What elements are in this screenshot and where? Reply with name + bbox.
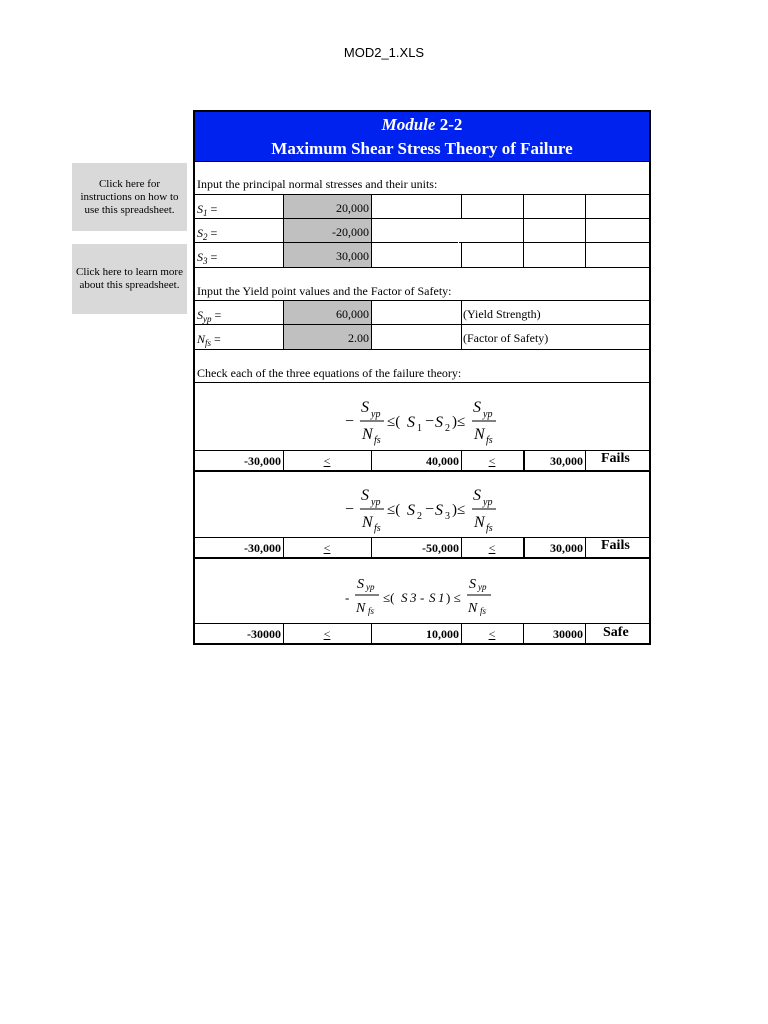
svg-text:≤(: ≤( (387, 502, 401, 518)
nfs-label: $N_{fs}$ = (197, 332, 221, 348)
svg-text:2: 2 (417, 511, 422, 522)
check-prompt: Check each of the three equations of the failure theory: (197, 366, 462, 380)
svg-text:−: − (425, 413, 435, 430)
svg-text:N: N (474, 426, 485, 443)
svg-text:2: 2 (445, 423, 450, 434)
svg-text:N: N (468, 601, 478, 616)
equation-2-formula (335, 478, 505, 538)
eq3-leq-1: < (323, 627, 331, 641)
eq1-leq-1: < (323, 454, 331, 468)
svg-text:3: 3 (445, 511, 450, 522)
svg-text:N: N (362, 514, 373, 531)
svg-text:) ≤: ) ≤ (446, 590, 461, 605)
svg-text:−: − (345, 501, 355, 518)
svg-text:3: 3 (410, 590, 417, 605)
svg-text:)≤: )≤ (452, 502, 466, 518)
eq1-middle-value: 40,000 (426, 454, 459, 468)
svg-text:yp: yp (366, 582, 375, 592)
svg-text:−: − (425, 501, 435, 518)
eq3-result: Safe (603, 625, 629, 640)
syp-value[interactable]: 60,000 (336, 307, 369, 321)
equation-3-formula (335, 568, 505, 624)
syp-label: $S_{yp}$ = (197, 308, 222, 324)
eq2-leq-2: < (488, 541, 496, 555)
svg-text:fs: fs (368, 606, 375, 616)
eq3-upper-value: 30000 (553, 627, 583, 641)
svg-text:yp: yp (478, 582, 487, 592)
instructions-button[interactable] (72, 163, 187, 231)
yield-prompt: Input the Yield point values and the Factor of Safety: (197, 284, 452, 298)
eq2-upper-value: 30,000 (550, 541, 583, 555)
svg-text:fs: fs (480, 606, 487, 616)
svg-text:yp: yp (483, 497, 493, 508)
svg-text:yp: yp (371, 497, 381, 508)
svg-text:S: S (435, 502, 443, 519)
s2-value[interactable]: -20,000 (332, 225, 369, 239)
eq1-lower-value: -30,000 (244, 454, 281, 468)
svg-text:yp: yp (483, 409, 493, 420)
eq3-leq-2: < (488, 627, 496, 641)
svg-text:fs: fs (486, 523, 493, 534)
eq1-leq-2: < (488, 454, 496, 468)
svg-text:S: S (473, 399, 481, 416)
s3-value[interactable]: 30,000 (336, 249, 369, 263)
svg-text:1: 1 (438, 590, 445, 605)
svg-text:-: - (345, 590, 350, 605)
svg-text:fs: fs (374, 435, 381, 446)
eq2-leq-1: < (323, 541, 331, 555)
s3-label: $S_3$ = (197, 250, 218, 266)
eq2-lower-value: -30,000 (244, 541, 281, 555)
s1-label: $S_1$ = (197, 202, 218, 218)
svg-text:−: − (345, 413, 355, 430)
svg-text:-: - (420, 590, 425, 605)
yield-strength-note: (Yield Strength) (463, 307, 541, 321)
svg-text:yp: yp (371, 409, 381, 420)
svg-text:S: S (361, 487, 369, 504)
eq2-result: Fails (601, 538, 630, 553)
svg-text:fs: fs (486, 435, 493, 446)
svg-text:N: N (474, 514, 485, 531)
svg-text:N: N (356, 601, 366, 616)
svg-text:S: S (401, 590, 408, 605)
svg-text:S: S (429, 590, 436, 605)
svg-text:≤(: ≤( (387, 414, 401, 430)
s2-label: $S_2$ = (197, 226, 218, 242)
factor-of-safety-note: (Factor of Safety) (463, 331, 549, 345)
svg-text:N: N (362, 426, 373, 443)
svg-text:S: S (361, 399, 369, 416)
svg-text:)≤: )≤ (452, 414, 466, 430)
module-title: Maximum Shear Stress Theory of Failure (271, 139, 573, 158)
file-title: MOD2_1.XLS (343, 45, 425, 60)
instructions-button-label: Click here for instructions on how to use this spreadsheet. (80, 177, 179, 216)
eq2-middle-value: -50,000 (422, 541, 459, 555)
svg-text:S: S (473, 487, 481, 504)
eq1-result: Fails (601, 451, 630, 466)
svg-text:S: S (469, 577, 476, 592)
svg-text:1: 1 (417, 423, 422, 434)
s1-value[interactable]: 20,000 (336, 201, 369, 215)
svg-text:S: S (407, 502, 415, 519)
svg-text:fs: fs (374, 523, 381, 534)
module-header (195, 112, 649, 162)
module-label: Module 2-2 (381, 115, 463, 134)
learn-more-button-label: Click here to learn more about this spreadsheet. (76, 266, 183, 291)
eq1-upper-value: 30,000 (550, 454, 583, 468)
learn-more-button[interactable] (72, 244, 187, 314)
equation-1-formula (335, 390, 505, 450)
eq3-lower-value: -30000 (247, 627, 281, 641)
svg-text:S: S (435, 414, 443, 431)
spreadsheet-table (193, 110, 651, 645)
svg-text:S: S (357, 577, 364, 592)
svg-text:≤(: ≤( (383, 590, 395, 605)
stress-prompt: Input the principal normal stresses and their units: (197, 177, 438, 191)
nfs-value[interactable]: 2.00 (348, 331, 369, 345)
eq3-middle-value: 10,000 (426, 627, 459, 641)
svg-text:S: S (407, 414, 415, 431)
